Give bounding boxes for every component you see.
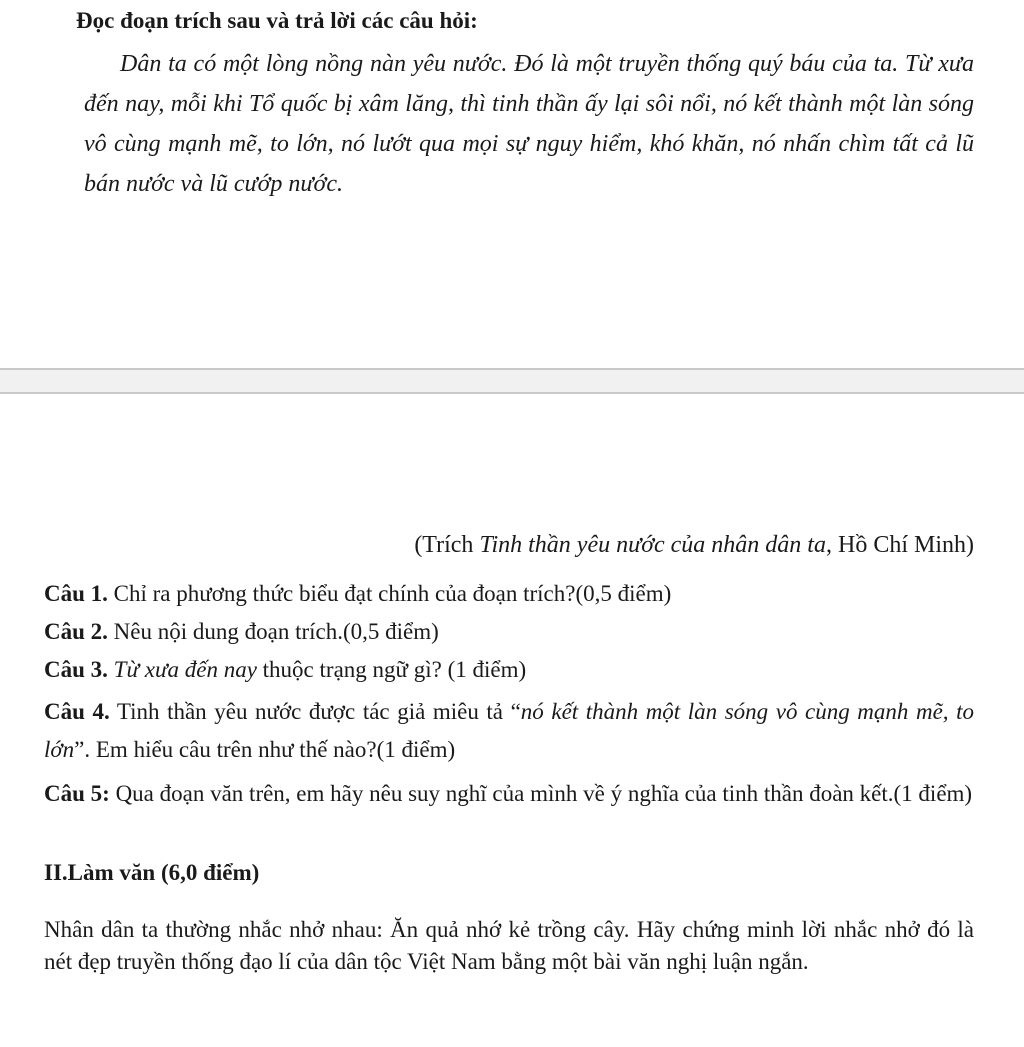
question-text-end: ”. Em hiểu câu trên như thế nào?(1 điểm) — [74, 737, 456, 762]
question-label: Câu 2. — [44, 619, 108, 644]
question-text: Nêu nội dung đoạn trích.(0,5 điểm) — [107, 619, 439, 644]
source-title: Tinh thần yêu nước của nhân dân ta — [479, 532, 826, 558]
question-text: Tinh thần yêu nước được tác giả miêu tả “ — [109, 699, 521, 724]
question-text: Chỉ ra phương thức biểu đạt chính của đoạn trích?(0,5 điểm) — [107, 581, 672, 606]
question-label: Câu 5: — [44, 781, 110, 806]
question-2 — [44, 613, 974, 651]
question-3 — [44, 651, 974, 689]
passage-text: Dân ta có một lòng nồng nàn yêu nước. Đó là một truyền thống quý báu của ta. Từ xưa đến nay, mỗi khi Tổ quốc bị xâm lăng, thì tinh thần ấy lại sôi nổi, nó kết thành một làn sóng vô cùng mạnh mẽ, to lớn, nó lướt qua mọi sự nguy hiểm, khó khăn, nó nhấn chìm tất cả lũ bán nước và lũ cướp nước. — [84, 51, 974, 197]
passage-source — [414, 532, 974, 559]
question-label: Câu 4. — [44, 699, 110, 724]
question-italic: Từ xưa đến nay — [107, 657, 257, 682]
question-text: thuộc trạng ngữ gì? (1 điểm) — [256, 657, 527, 682]
question-5 — [44, 775, 974, 813]
question-italic: nó kết thành một làn sóng vô cùng mạnh mẽ, to lớn — [44, 699, 974, 762]
source-open: (Trích — [414, 532, 480, 558]
question-label: Câu 1. — [44, 581, 108, 606]
section-heading: II.Làm văn (6,0 điểm) — [44, 860, 260, 885]
instruction-heading: Đọc đoạn trích sau và trả lời các câu hỏi: — [76, 8, 478, 33]
question-4 — [44, 693, 974, 769]
question-text: Qua đoạn văn trên, em hãy nêu suy nghĩ của mình về ý nghĩa của tinh thần đoàn kết.(1 điểm) — [109, 781, 973, 806]
question-1 — [44, 575, 974, 613]
question-label: Câu 3. — [44, 657, 108, 682]
essay-prompt: Nhân dân ta thường nhắc nhở nhau: Ăn quả nhớ kẻ trồng cây. Hãy chứng minh lời nhắc nhở đó là nét đẹp truyền thống đạo lí của dân tộc Việt Nam bằng một bài văn nghị luận ngắn. — [44, 917, 974, 974]
page-gap — [0, 368, 1024, 394]
source-close: , Hồ Chí Minh) — [825, 532, 974, 558]
